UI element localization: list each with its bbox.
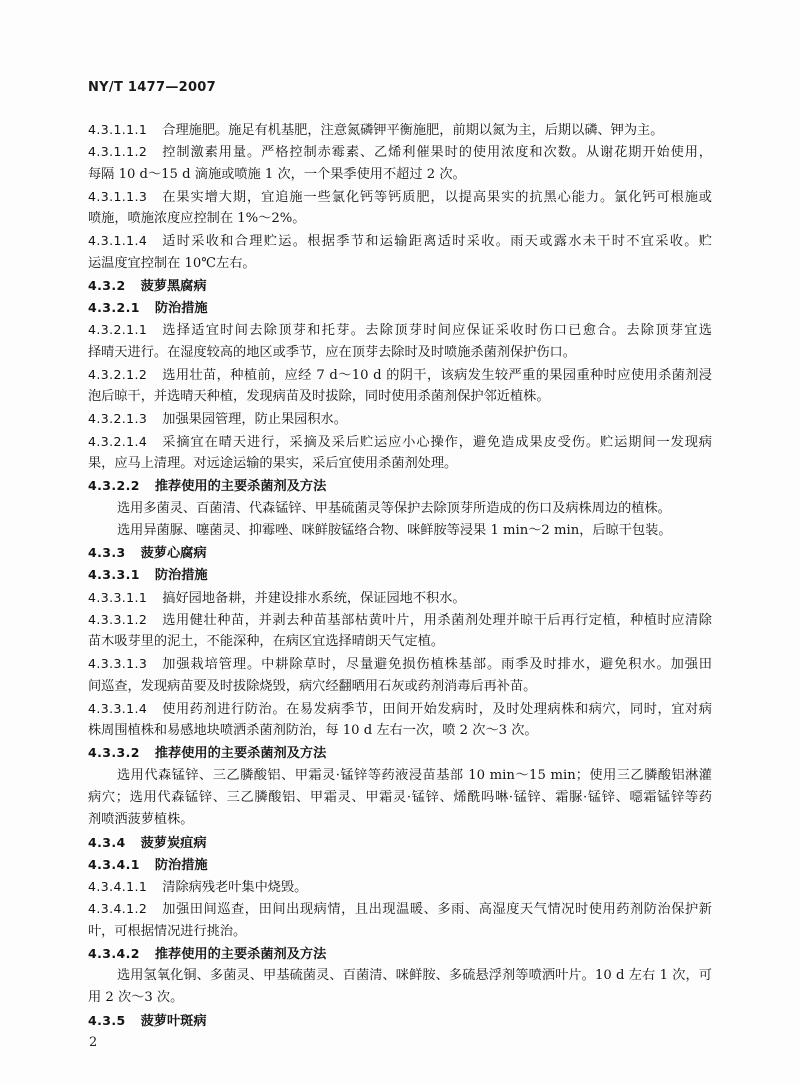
section-heading-4-3-5 xyxy=(88,1010,712,1032)
clause-text: 使用药剂进行防治。在易发病季节，田间开始发病时，及时处理病株和病穴，同时，宜对病 xyxy=(162,701,712,717)
section-heading-4-3-4-1 xyxy=(88,854,712,876)
clause-text-continued: 每隔 10 d～15 d 滴施或喷施 1 次，一个果季使用不超过 2 次。 xyxy=(88,166,466,182)
clause-number: 4.3.3.1.1 xyxy=(88,589,148,605)
section-heading-4-3-2 xyxy=(88,275,712,297)
clause-number: 4.3.1.1.1 xyxy=(88,122,148,137)
clause-text: 搞好园地备耕，并建设排水系统，保证园地不积水。 xyxy=(162,590,466,606)
clause-text: 采摘宜在晴天进行，采摘及采后贮运应小心操作，避免造成果皮受伤。贮运期间一发现病 xyxy=(162,434,712,450)
clause-4-3-3-1-1 xyxy=(88,587,712,609)
paragraph-text: 选用多菌灵、百菌清、代森锰锌、甲基硫菌灵等保护去除顶芽所造成的伤口及病株周边的植株。 xyxy=(117,500,671,516)
clause-4-3-1-1-2 xyxy=(88,141,712,163)
section-number: 4.3.2 xyxy=(88,277,126,293)
clause-text: 适时采收和合理贮运。根据季节和运输距离适时采收。雨天或露水未干时不宜采收。贮 xyxy=(162,234,712,250)
section-number: 4.3.4 xyxy=(88,834,126,850)
paragraph-text: 选用异菌脲、噻菌灵、抑霉唑、咪鲜胺锰络合物、咪鲜胺等浸果 1 min～2 min，后晾干包装。 xyxy=(117,522,672,538)
document-body xyxy=(88,119,712,1032)
clause-4-3-2-1-4 xyxy=(88,431,712,453)
section-number: 4.3.3 xyxy=(88,545,126,561)
clause-number: 4.3.3.1.2 xyxy=(88,611,148,627)
paragraph-text-continued: 病穴；选用代森锰锌、三乙膦酸铝、甲霜灵、甲霜灵·锰锌、烯酰吗啉·锰锌、霜脲·锰锌、噁霜锰锌等药 xyxy=(88,789,712,805)
clause-number: 4.3.1.1.4 xyxy=(88,233,148,249)
section-heading-4-3-3 xyxy=(88,542,712,564)
paragraph-text: 选用氢氧化铜、多菌灵、甲基硫菌灵、百菌清、咪鲜胺、多硫悬浮剂等喷洒叶片。10 d 左右 1 次，可 xyxy=(117,968,712,984)
standard-code: NY/T 1477—2007 xyxy=(88,80,216,95)
section-number: 4.3.3.1 xyxy=(88,567,140,583)
clause-4-3-2-1-3 xyxy=(88,408,712,430)
section-title: 菠萝心腐病 xyxy=(140,546,207,562)
section-title: 推荐使用的主要杀菌剂及方法 xyxy=(154,946,327,962)
section-heading-4-3-4 xyxy=(88,832,712,854)
clause-text: 合理施肥。施足有机基肥，注意氮磷钾平衡施肥，前期以氮为主，后期以磷、钾为主。 xyxy=(162,123,664,138)
clause-4-3-2-1-2 xyxy=(88,364,712,386)
section-heading-4-3-3-1 xyxy=(88,564,712,586)
section-heading-4-3-4-2 xyxy=(88,943,712,965)
clause-text: 加强田间巡查，田间出现病情，且出现温暖、多雨、高湿度天气情况时使用药剂防治保护新 xyxy=(162,902,712,918)
clause-text-continued: 择晴天进行。在湿度较高的地区或季节，应在顶芽去除时及时喷施杀菌剂保护伤口。 xyxy=(88,344,576,360)
clause-number: 4.3.2.1.2 xyxy=(88,366,148,382)
section-title: 菠萝黑腐病 xyxy=(140,278,207,294)
clause-text-continued: 泡后晾干，并选晴天种植，发现病苗及时拔除，同时使用杀菌剂保护邻近植株。 xyxy=(88,389,550,405)
section-number: 4.3.2.1 xyxy=(88,300,140,316)
clause-4-3-3-1-4 xyxy=(88,698,712,720)
clause-text-continued: 果，应马上清理。对远途运输的果实，采后宜使用杀菌剂处理。 xyxy=(88,455,458,471)
clause-4-3-4-1-1 xyxy=(88,876,712,898)
section-title: 防治措施 xyxy=(154,568,208,584)
section-heading-4-3-3-2 xyxy=(88,742,712,764)
clause-number: 4.3.4.1.1 xyxy=(88,879,148,895)
clause-4-3-3-1-2 xyxy=(88,609,712,631)
clause-text-continued: 间巡查，发现病苗要及时拔除烧毁，病穴经翻晒用石灰或药剂消毒后再补苗。 xyxy=(88,678,537,694)
section-title: 防治措施 xyxy=(154,301,208,317)
section-heading-4-3-2-1 xyxy=(88,297,712,319)
clause-text-continued: 喷施，喷施浓度应控制在 1%～2%。 xyxy=(88,211,306,227)
section-title: 防治措施 xyxy=(154,857,208,873)
clause-number: 4.3.2.1.3 xyxy=(88,411,148,427)
clause-text: 选用壮苗，种植前，应经 7 d～10 d 的阴干，该病发生较严重的果园重种时应使用杀菌剂浸 xyxy=(162,367,712,383)
section-number: 4.3.4.1 xyxy=(88,856,140,872)
clause-text-continued: 运温度宜控制在 10℃左右。 xyxy=(88,255,256,271)
clause-number: 4.3.2.1.1 xyxy=(88,322,148,338)
clause-text: 清除病残老叶集中烧毁。 xyxy=(162,880,308,896)
clause-4-3-1-1-4 xyxy=(88,230,712,252)
clause-text: 在果实增大期，宜追施一些氯化钙等钙质肥，以提高果实的抗黑心能力。氯化钙可根施或 xyxy=(162,189,712,205)
clause-4-3-1-1-1 xyxy=(88,119,712,141)
clause-number: 4.3.1.1.3 xyxy=(88,188,148,204)
clause-4-3-3-1-3 xyxy=(88,653,712,675)
clause-text: 加强果园管理，防止果园积水。 xyxy=(162,412,347,428)
clause-text: 控制激素用量。严格控制赤霉素、乙烯利催果时的使用浓度和次数。从谢花期开始使用， xyxy=(162,145,712,161)
clause-4-3-4-1-2 xyxy=(88,898,712,920)
section-number: 4.3.5 xyxy=(88,1012,126,1028)
clause-number: 4.3.3.1.3 xyxy=(88,656,148,672)
page-number: 2 xyxy=(89,1035,98,1050)
section-title: 菠萝叶斑病 xyxy=(140,1013,207,1029)
clause-number: 4.3.4.1.2 xyxy=(88,901,148,917)
section-number: 4.3.2.2 xyxy=(88,478,140,494)
clause-text-continued: 叶，可根据情况进行挑治。 xyxy=(88,923,247,939)
section-number: 4.3.4.2 xyxy=(88,945,140,961)
clause-4-3-1-1-3 xyxy=(88,186,712,208)
clause-number: 4.3.3.1.4 xyxy=(88,700,148,716)
section-title: 菠萝炭疽病 xyxy=(140,835,207,851)
section-heading-4-3-2-2 xyxy=(88,475,712,497)
clause-text: 选择适宜时间去除顶芽和托芽。去除顶芽时间应保证采收时伤口已愈合。去除顶芽宜选 xyxy=(162,323,712,339)
clause-text: 加强栽培管理。中耕除草时，尽量避免损伤植株基部。雨季及时排水，避免积水。加强田 xyxy=(162,657,712,673)
clause-text-continued: 苗木吸芽里的泥土，不能深种，在病区宜选择晴朗天气定植。 xyxy=(88,634,445,650)
clause-text-continued: 株周围植株和易感地块喷洒杀菌剂防治，每 10 d 左右一次，喷 2 次～3 次。 xyxy=(88,723,538,739)
clause-text: 选用健壮种苗，并剥去种苗基部枯黄叶片，用杀菌剂处理并晾干后再行定植，种植时应清除 xyxy=(162,612,712,628)
paragraph-text-continued: 用 2 次～3 次。 xyxy=(88,990,184,1006)
section-title: 推荐使用的主要杀菌剂及方法 xyxy=(154,746,327,762)
paragraph-text: 选用代森锰锌、三乙膦酸铝、甲霜灵·锰锌等药液浸苗基部 10 min～15 min；使用三乙膦酸铝淋灌 xyxy=(117,767,712,783)
clause-number: 4.3.1.1.2 xyxy=(88,144,148,160)
paragraph-text-continued: 剂喷洒菠萝植株。 xyxy=(88,812,194,828)
clause-number: 4.3.2.1.4 xyxy=(88,433,148,449)
section-title: 推荐使用的主要杀菌剂及方法 xyxy=(154,479,327,495)
clause-4-3-2-1-1 xyxy=(88,319,712,341)
section-number: 4.3.3.2 xyxy=(88,745,140,761)
